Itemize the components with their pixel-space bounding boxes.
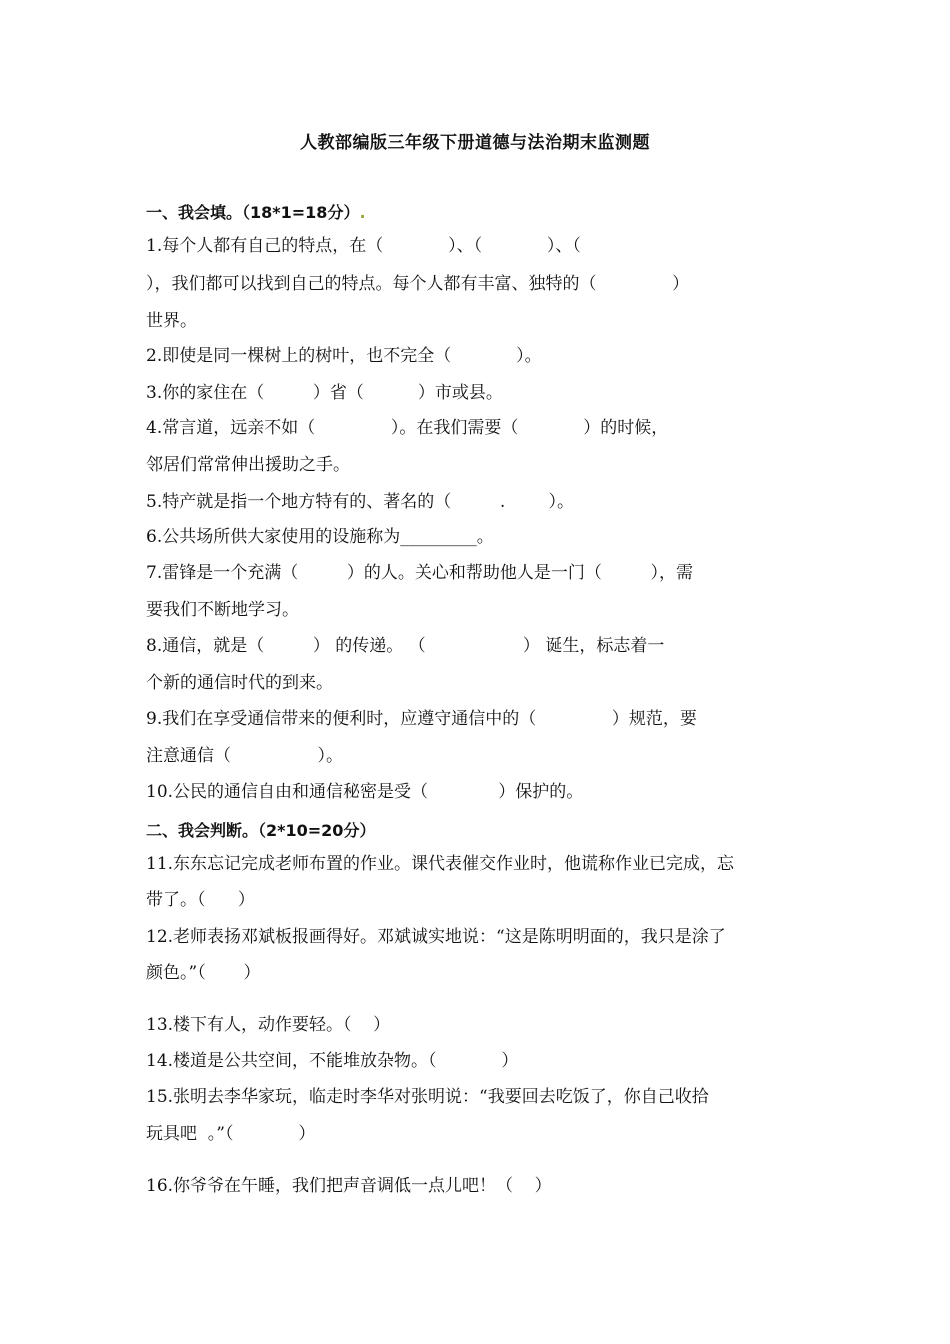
question-line: 11.东东忘记完成老师布置的作业。课代表催交作业时，他谎称作业已完成，忘 (146, 854, 735, 874)
question-line: 注意通信（ ）。 (146, 746, 343, 766)
question-line: 世界。 (146, 311, 197, 331)
question-line: 15.张明去李华家玩，临走时李华对张明说：“我要回去吃饭了，你自己收拾 (146, 1087, 709, 1107)
question-line: 8.通信，就是（ ） 的传递。 （ ） 诞生，标志着一 (146, 636, 665, 656)
question-line: 3.你的家住在（ ）省（ ）市或县。 (146, 383, 503, 403)
question-line: 16.你爷爷在午睡，我们把声音调低一点儿吧！（ ） (146, 1176, 552, 1196)
question-line: 4.常言道，远亲不如（ ）。在我们需要（ ）的时候， (146, 418, 669, 438)
question-line: 10.公民的通信自由和通信秘密是受（ ）保护的。 (146, 782, 584, 802)
question-line: 邻居们常常伸出援助之手。 (146, 455, 350, 475)
question-line: ），我们都可以找到自己的特点。每个人都有丰富、独特的（ ） (146, 274, 690, 294)
question-line: 带了。（ ） (146, 890, 255, 910)
question-line: 13.楼下有人，动作要轻。（ ） (146, 1015, 391, 1035)
question-line: 个新的通信时代的到来。 (146, 673, 333, 693)
question-line: 9.我们在享受通信带来的便利时，应遵守通信中的（ ）规范，要 (146, 709, 697, 729)
question-line: 1.每个人都有自己的特点，在（ ）、（ ）、（ (146, 236, 581, 256)
question-line: 14.楼道是公共空间，不能堆放杂物。（ ） (146, 1051, 519, 1071)
question-line: 6.公共场所供大家使用的设施称为_________。 (146, 527, 494, 547)
section-fill-heading-text: 一、我会填。（18*1=18分） (146, 203, 360, 222)
question-line: 7.雷锋是一个充满（ ）的人。关心和帮助他人是一门（ ），需 (146, 563, 693, 583)
section-fill-mark: . (359, 203, 366, 222)
section-fill-heading (146, 200, 366, 223)
section-judge-heading: 二、我会判断。（2*10=20分） (146, 821, 376, 840)
question-line: 要我们不断地学习。 (146, 600, 299, 620)
question-line: 2.即使是同一棵树上的树叶，也不完全（ ）。 (146, 346, 542, 366)
question-line: 5.特产就是指一个地方特有的、著名的（ . ）。 (146, 492, 574, 512)
question-line: 12.老师表扬邓斌板报画得好。邓斌诚实地说：“这是陈明明面的，我只是涂了 (146, 927, 726, 947)
question-line: 玩具吧 。”（ ） (146, 1124, 316, 1144)
question-line: 颜色。”（ ） (146, 963, 261, 983)
document-title: 人教部编版三年级下册道德与法治期末监测题 (300, 133, 650, 153)
